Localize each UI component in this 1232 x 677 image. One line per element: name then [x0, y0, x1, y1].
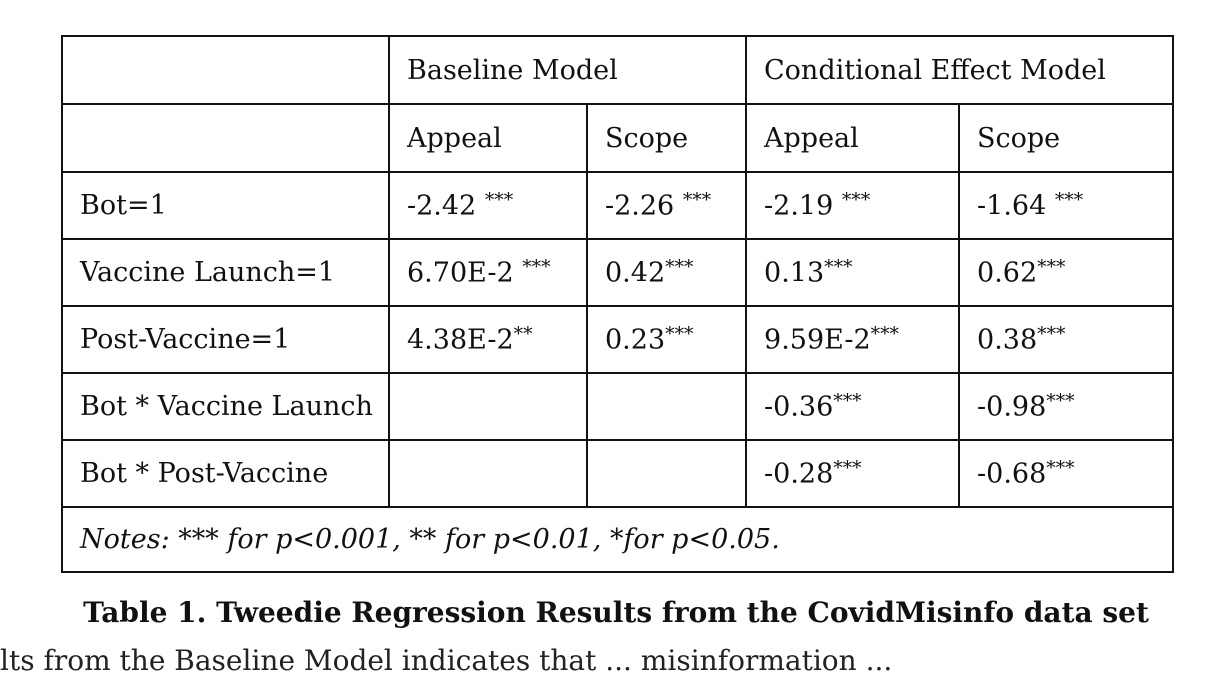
row-label: Bot=1 — [62, 172, 389, 239]
cell-conditional-appeal: 9.59E-2*** — [746, 306, 959, 373]
cell-baseline-scope: 0.42*** — [587, 239, 746, 306]
cell-conditional-scope: -0.98*** — [959, 373, 1173, 440]
cell-baseline-scope: 0.23*** — [587, 306, 746, 373]
cell-baseline-appeal: -2.42 *** — [389, 172, 587, 239]
table-notes: Notes: *** for p<0.001, ** for p<0.01, *for p<0.05. — [62, 507, 1173, 572]
regression-results-table — [61, 35, 1174, 573]
subheader-conditional-scope: Scope — [959, 104, 1173, 172]
cell-baseline-scope — [587, 440, 746, 507]
row-label: Bot * Vaccine Launch — [62, 373, 389, 440]
subheader-baseline-appeal: Appeal — [389, 104, 587, 172]
row-label: Bot * Post-Vaccine — [62, 440, 389, 507]
header-empty-cell — [62, 36, 389, 104]
header-baseline-model: Baseline Model — [389, 36, 746, 104]
cell-baseline-scope — [587, 373, 746, 440]
table-row — [62, 373, 1173, 440]
body-text-partial: lts from the Baseline Model indicates that ... misinformation ... — [0, 644, 893, 677]
table-subheader-row — [62, 104, 1173, 172]
row-label: Post-Vaccine=1 — [62, 306, 389, 373]
table-row — [62, 239, 1173, 306]
cell-baseline-scope: -2.26 *** — [587, 172, 746, 239]
table-row — [62, 440, 1173, 507]
cell-conditional-scope: -0.68*** — [959, 440, 1173, 507]
cell-baseline-appeal — [389, 440, 587, 507]
table-row — [62, 306, 1173, 373]
cell-baseline-appeal: 4.38E-2** — [389, 306, 587, 373]
cell-conditional-appeal: 0.13*** — [746, 239, 959, 306]
header-conditional-effect-model: Conditional Effect Model — [746, 36, 1173, 104]
table-notes-row — [62, 507, 1173, 572]
cell-conditional-scope: 0.38*** — [959, 306, 1173, 373]
table-header-row — [62, 36, 1173, 104]
table-row — [62, 172, 1173, 239]
subheader-empty-cell — [62, 104, 389, 172]
cell-conditional-scope: -1.64 *** — [959, 172, 1173, 239]
row-label: Vaccine Launch=1 — [62, 239, 389, 306]
cell-conditional-appeal: -0.36*** — [746, 373, 959, 440]
table-caption: Table 1. Tweedie Regression Results from the CovidMisinfo data set — [83, 596, 1149, 629]
subheader-baseline-scope: Scope — [587, 104, 746, 172]
cell-baseline-appeal: 6.70E-2 *** — [389, 239, 587, 306]
cell-baseline-appeal — [389, 373, 587, 440]
cell-conditional-appeal: -0.28*** — [746, 440, 959, 507]
cell-conditional-appeal: -2.19 *** — [746, 172, 959, 239]
subheader-conditional-appeal: Appeal — [746, 104, 959, 172]
cell-conditional-scope: 0.62*** — [959, 239, 1173, 306]
